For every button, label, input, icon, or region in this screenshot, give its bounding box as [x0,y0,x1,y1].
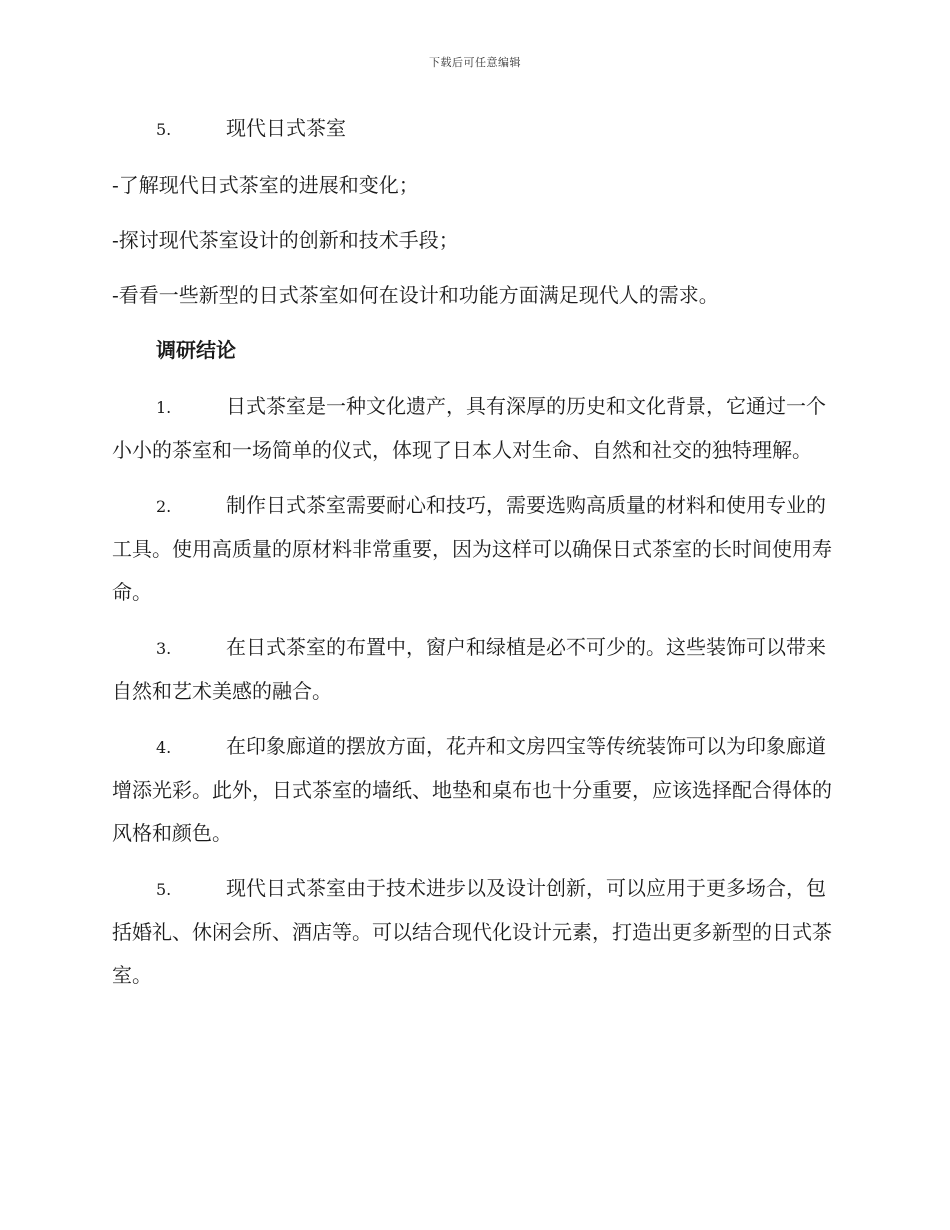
bullet-item: -了解现代日式茶室的进展和变化； [112,173,419,197]
conclusion-number: 1. [156,398,172,417]
conclusion-text: 在日式茶室的布置中，窗户和绿植是必不可少的。这些装饰可以带来自然和艺术美感的融合。 [112,635,826,703]
conclusion-text: 日式茶室是一种文化遗产，具有深厚的历史和文化背景，它通过一个小小的茶室和一场简单的仪式，体现了日本人对生命、自然和社交的独特理解。 [112,394,826,462]
conclusion-text: 现代日式茶室由于技术进步以及设计创新，可以应用于更多场合，包括婚礼、休闲会所、酒店等。可以结合现代化设计元素，打造出更多新型的日式茶室。 [112,876,832,987]
section-modern-title-text: 现代日式茶室 [226,116,346,140]
bullet-item: -探讨现代茶室设计的创新和技术手段； [112,228,459,252]
bullet-item: -看看一些新型的日式茶室如何在设计和功能方面满足现代人的需求。 [112,283,719,307]
conclusion-item [112,867,838,997]
conclusion-item [112,484,838,614]
conclusion-item [112,626,838,713]
conclusion-text: 在印象廊道的摆放方面，花卉和文房四宝等传统装饰可以为印象廊道增添光彩。此外，日式茶室的墙纸、地垫和桌布也十分重要，应该选择配合得体的风格和颜色。 [112,734,832,845]
conclusion-number: 4. [156,738,172,757]
page-header: 下载后可任意编辑 [429,56,521,69]
conclusion-number: 2. [156,497,172,516]
page-content [112,108,838,1009]
conclusion-number: 5. [156,880,172,899]
conclusion-text: 制作日式茶室需要耐心和技巧，需要选购高质量的材料和使用专业的工具。使用高质量的原材料非常重要，因为这样可以确保日式茶室的长时间使用寿命。 [112,493,832,604]
conclusions-heading: 调研结论 [156,338,236,362]
conclusion-number: 3. [156,639,172,658]
section-modern-number: 5. [156,120,172,139]
conclusion-item [112,725,838,855]
conclusion-item [112,385,838,472]
section-modern-title [112,108,838,150]
